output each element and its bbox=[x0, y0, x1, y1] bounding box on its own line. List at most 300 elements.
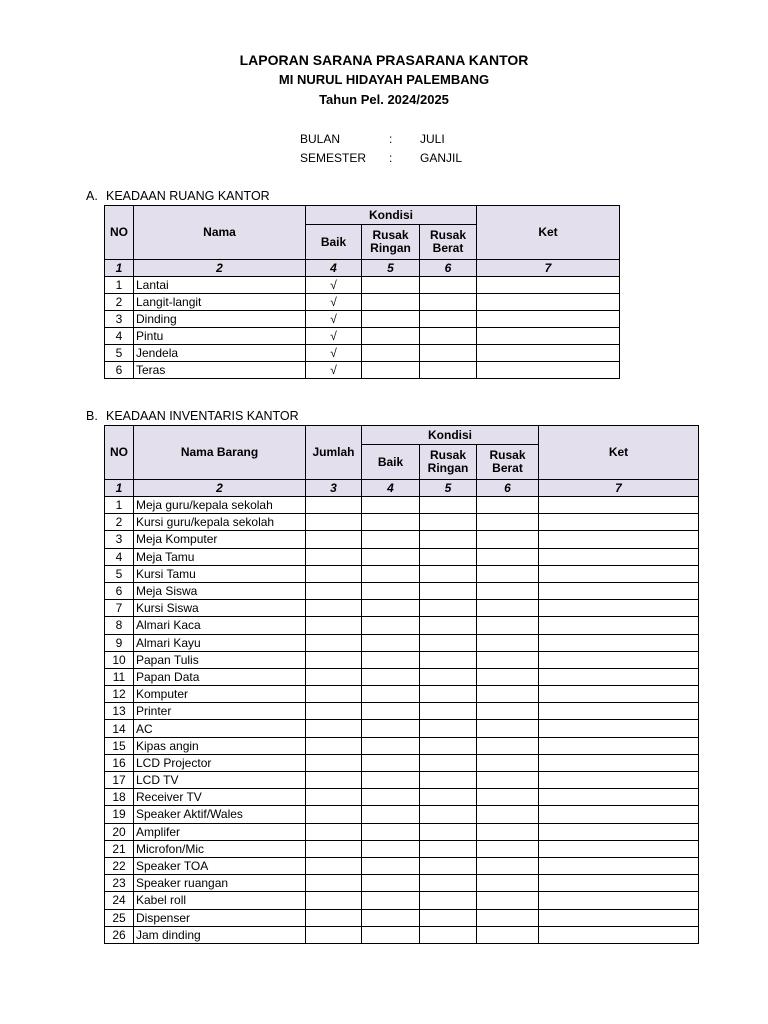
row-no: 14 bbox=[105, 720, 134, 737]
row-no: 26 bbox=[105, 926, 134, 943]
row-rusak-berat bbox=[420, 294, 477, 311]
row-no: 9 bbox=[105, 634, 134, 651]
row-nama-barang: Printer bbox=[134, 703, 306, 720]
row-nama-barang: LCD Projector bbox=[134, 754, 306, 771]
table-row bbox=[105, 686, 699, 703]
row-rusak-berat bbox=[477, 617, 539, 634]
row-no: 17 bbox=[105, 772, 134, 789]
column-number: 1 bbox=[105, 260, 134, 277]
row-no: 3 bbox=[105, 531, 134, 548]
row-no: 18 bbox=[105, 789, 134, 806]
row-nama-barang: Speaker TOA bbox=[134, 857, 306, 874]
row-rusak-ringan bbox=[420, 548, 477, 565]
table-ruang-kantor bbox=[104, 205, 620, 379]
table-row bbox=[105, 720, 699, 737]
table-inventaris-kantor bbox=[104, 425, 699, 944]
row-nama-barang: Receiver TV bbox=[134, 789, 306, 806]
row-no: 7 bbox=[105, 600, 134, 617]
row-nama-barang: Meja Komputer bbox=[134, 531, 306, 548]
meta-value: JULI bbox=[420, 132, 445, 146]
table-row bbox=[105, 345, 620, 362]
row-rusak-berat bbox=[477, 875, 539, 892]
row-nama-barang: Kabel roll bbox=[134, 892, 306, 909]
row-jumlah bbox=[306, 531, 362, 548]
school-name: MI NURUL HIDAYAH PALEMBANG bbox=[278, 72, 490, 87]
row-rusak-ringan bbox=[420, 582, 477, 599]
row-no: 4 bbox=[105, 548, 134, 565]
row-nama: Pintu bbox=[134, 328, 306, 345]
row-rusak-ringan bbox=[420, 565, 477, 582]
table-row bbox=[105, 857, 699, 874]
table-row bbox=[105, 531, 699, 548]
row-ket bbox=[539, 582, 699, 599]
row-baik bbox=[362, 772, 420, 789]
row-ket bbox=[539, 840, 699, 857]
row-baik bbox=[362, 617, 420, 634]
row-rusak-ringan bbox=[420, 823, 477, 840]
row-jumlah bbox=[306, 892, 362, 909]
column-number: 3 bbox=[306, 480, 362, 497]
row-no: 5 bbox=[105, 345, 134, 362]
row-rusak-ringan bbox=[420, 875, 477, 892]
row-rusak-berat bbox=[477, 823, 539, 840]
academic-year: Tahun Pel. 2024/2025 bbox=[319, 92, 449, 107]
row-no: 21 bbox=[105, 840, 134, 857]
section-letter: A. bbox=[86, 189, 98, 203]
meta-value: GANJIL bbox=[420, 151, 463, 165]
row-rusak-berat bbox=[477, 497, 539, 514]
row-baik bbox=[362, 823, 420, 840]
table-row bbox=[105, 926, 699, 943]
row-rusak-ringan bbox=[420, 909, 477, 926]
row-nama-barang: Kipas angin bbox=[134, 737, 306, 754]
row-nama-barang: Microfon/Mic bbox=[134, 840, 306, 857]
row-rusak-berat bbox=[477, 789, 539, 806]
row-ket bbox=[539, 600, 699, 617]
row-jumlah bbox=[306, 926, 362, 943]
row-baik bbox=[362, 926, 420, 943]
row-ket bbox=[539, 857, 699, 874]
row-rusak-berat bbox=[477, 840, 539, 857]
row-nama-barang: Speaker Aktif/Wales bbox=[134, 806, 306, 823]
report-title: LAPORAN SARANA PRASARANA KANTOR bbox=[239, 52, 529, 68]
row-no: 6 bbox=[105, 362, 134, 379]
table-row bbox=[105, 600, 699, 617]
row-nama-barang: AC bbox=[134, 720, 306, 737]
row-ket bbox=[477, 362, 620, 379]
row-ket bbox=[539, 497, 699, 514]
row-rusak-berat bbox=[477, 806, 539, 823]
row-jumlah bbox=[306, 651, 362, 668]
row-no: 3 bbox=[105, 311, 134, 328]
row-rusak-berat bbox=[477, 668, 539, 685]
header-rusak-ringan: Rusak Ringan bbox=[420, 445, 477, 480]
table-row bbox=[105, 617, 699, 634]
row-rusak-ringan bbox=[420, 840, 477, 857]
meta-row-bulan bbox=[300, 130, 500, 149]
row-rusak-ringan bbox=[362, 362, 420, 379]
row-ket bbox=[539, 720, 699, 737]
row-rusak-berat bbox=[477, 909, 539, 926]
row-nama: Dinding bbox=[134, 311, 306, 328]
row-rusak-berat bbox=[420, 362, 477, 379]
row-no: 25 bbox=[105, 909, 134, 926]
row-ket bbox=[539, 909, 699, 926]
row-jumlah bbox=[306, 703, 362, 720]
row-baik: √ bbox=[306, 328, 362, 345]
row-nama-barang: Dispenser bbox=[134, 909, 306, 926]
row-no: 24 bbox=[105, 892, 134, 909]
header-rusak-berat: Rusak Berat bbox=[420, 225, 477, 260]
row-ket bbox=[539, 531, 699, 548]
row-baik bbox=[362, 720, 420, 737]
row-rusak-berat bbox=[420, 277, 477, 294]
row-ket bbox=[539, 514, 699, 531]
meta-separator: : bbox=[389, 151, 393, 165]
column-number: 6 bbox=[420, 260, 477, 277]
row-no: 11 bbox=[105, 668, 134, 685]
column-number-row bbox=[105, 480, 699, 497]
row-rusak-ringan bbox=[362, 328, 420, 345]
table-row bbox=[105, 823, 699, 840]
row-baik bbox=[362, 754, 420, 771]
row-jumlah bbox=[306, 668, 362, 685]
row-jumlah bbox=[306, 857, 362, 874]
row-jumlah bbox=[306, 548, 362, 565]
row-rusak-ringan bbox=[420, 651, 477, 668]
column-number: 2 bbox=[134, 260, 306, 277]
row-nama-barang: Komputer bbox=[134, 686, 306, 703]
row-no: 22 bbox=[105, 857, 134, 874]
meta-row-semester bbox=[300, 149, 500, 168]
column-number: 4 bbox=[306, 260, 362, 277]
row-rusak-ringan bbox=[362, 294, 420, 311]
row-ket bbox=[539, 565, 699, 582]
row-no: 1 bbox=[105, 277, 134, 294]
row-nama-barang: LCD TV bbox=[134, 772, 306, 789]
table-row bbox=[105, 362, 620, 379]
report-header bbox=[0, 50, 768, 110]
table-row bbox=[105, 703, 699, 720]
column-number: 5 bbox=[362, 260, 420, 277]
row-baik bbox=[362, 531, 420, 548]
row-baik bbox=[362, 686, 420, 703]
row-baik bbox=[362, 668, 420, 685]
row-rusak-berat bbox=[477, 720, 539, 737]
column-number: 4 bbox=[362, 480, 420, 497]
row-ket bbox=[477, 328, 620, 345]
row-rusak-ringan bbox=[420, 772, 477, 789]
row-baik bbox=[362, 600, 420, 617]
row-baik bbox=[362, 737, 420, 754]
row-nama-barang: Almari Kayu bbox=[134, 634, 306, 651]
row-rusak-berat bbox=[477, 857, 539, 874]
row-nama: Teras bbox=[134, 362, 306, 379]
row-ket bbox=[539, 892, 699, 909]
row-rusak-ringan bbox=[362, 311, 420, 328]
row-baik bbox=[362, 789, 420, 806]
row-rusak-berat bbox=[420, 311, 477, 328]
table-row bbox=[105, 772, 699, 789]
row-ket bbox=[539, 772, 699, 789]
row-nama-barang: Kursi Tamu bbox=[134, 565, 306, 582]
row-jumlah bbox=[306, 634, 362, 651]
row-no: 23 bbox=[105, 875, 134, 892]
row-ket bbox=[539, 634, 699, 651]
table-row bbox=[105, 875, 699, 892]
row-no: 2 bbox=[105, 294, 134, 311]
header-nama: Nama bbox=[134, 206, 306, 260]
row-rusak-ringan bbox=[420, 531, 477, 548]
table-row bbox=[105, 565, 699, 582]
header-no: NO bbox=[105, 206, 134, 260]
row-rusak-berat bbox=[477, 772, 539, 789]
header-rusak-berat: Rusak Berat bbox=[477, 445, 539, 480]
header-baik: Baik bbox=[306, 225, 362, 260]
section-heading: KEADAAN RUANG KANTOR bbox=[106, 189, 270, 203]
row-nama-barang: Amplifer bbox=[134, 823, 306, 840]
row-rusak-ringan bbox=[420, 926, 477, 943]
table-row bbox=[105, 909, 699, 926]
row-baik: √ bbox=[306, 345, 362, 362]
table-row bbox=[105, 582, 699, 599]
meta-label: SEMESTER bbox=[300, 151, 367, 165]
row-ket bbox=[539, 806, 699, 823]
row-jumlah bbox=[306, 514, 362, 531]
header-nama-barang: Nama Barang bbox=[134, 426, 306, 480]
row-jumlah bbox=[306, 582, 362, 599]
column-number: 1 bbox=[105, 480, 134, 497]
row-rusak-ringan bbox=[420, 737, 477, 754]
header-no: NO bbox=[105, 426, 134, 480]
table-row bbox=[105, 789, 699, 806]
header-rusak-ringan: Rusak Ringan bbox=[362, 225, 420, 260]
row-rusak-berat bbox=[477, 531, 539, 548]
row-rusak-ringan bbox=[420, 617, 477, 634]
row-rusak-ringan bbox=[362, 345, 420, 362]
row-rusak-ringan bbox=[420, 892, 477, 909]
row-baik bbox=[362, 514, 420, 531]
column-number: 5 bbox=[420, 480, 477, 497]
table-row bbox=[105, 514, 699, 531]
row-rusak-ringan bbox=[420, 703, 477, 720]
table-row bbox=[105, 634, 699, 651]
row-rusak-berat bbox=[477, 582, 539, 599]
row-nama-barang: Speaker ruangan bbox=[134, 875, 306, 892]
row-rusak-ringan bbox=[420, 754, 477, 771]
row-no: 16 bbox=[105, 754, 134, 771]
row-rusak-berat bbox=[477, 548, 539, 565]
row-ket bbox=[539, 686, 699, 703]
row-no: 15 bbox=[105, 737, 134, 754]
row-jumlah bbox=[306, 823, 362, 840]
row-ket bbox=[477, 345, 620, 362]
row-no: 1 bbox=[105, 497, 134, 514]
header-jumlah: Jumlah bbox=[306, 426, 362, 480]
row-no: 20 bbox=[105, 823, 134, 840]
table-row bbox=[105, 806, 699, 823]
row-rusak-ringan bbox=[420, 806, 477, 823]
row-rusak-ringan bbox=[420, 634, 477, 651]
row-no: 13 bbox=[105, 703, 134, 720]
row-rusak-berat bbox=[477, 600, 539, 617]
section-heading: KEADAAN INVENTARIS KANTOR bbox=[106, 409, 299, 423]
header-ket: Ket bbox=[539, 426, 699, 480]
row-baik bbox=[362, 582, 420, 599]
row-baik bbox=[362, 497, 420, 514]
row-jumlah bbox=[306, 754, 362, 771]
row-nama-barang: Papan Tulis bbox=[134, 651, 306, 668]
row-jumlah bbox=[306, 686, 362, 703]
row-no: 4 bbox=[105, 328, 134, 345]
row-ket bbox=[539, 617, 699, 634]
row-jumlah bbox=[306, 840, 362, 857]
row-no: 12 bbox=[105, 686, 134, 703]
row-rusak-ringan bbox=[420, 857, 477, 874]
column-number: 6 bbox=[477, 480, 539, 497]
row-no: 8 bbox=[105, 617, 134, 634]
row-baik bbox=[362, 634, 420, 651]
row-jumlah bbox=[306, 875, 362, 892]
row-no: 2 bbox=[105, 514, 134, 531]
row-baik: √ bbox=[306, 311, 362, 328]
row-rusak-berat bbox=[477, 703, 539, 720]
section-a-title bbox=[86, 188, 270, 204]
row-baik bbox=[362, 703, 420, 720]
row-rusak-berat bbox=[477, 754, 539, 771]
row-nama-barang: Meja guru/kepala sekolah bbox=[134, 497, 306, 514]
row-baik bbox=[362, 806, 420, 823]
section-letter: B. bbox=[86, 409, 98, 423]
row-no: 5 bbox=[105, 565, 134, 582]
row-nama: Langit-langit bbox=[134, 294, 306, 311]
table-row bbox=[105, 892, 699, 909]
row-rusak-berat bbox=[477, 634, 539, 651]
row-baik bbox=[362, 857, 420, 874]
row-rusak-ringan bbox=[362, 277, 420, 294]
row-jumlah bbox=[306, 565, 362, 582]
row-rusak-berat bbox=[420, 328, 477, 345]
row-ket bbox=[539, 823, 699, 840]
row-baik: √ bbox=[306, 294, 362, 311]
row-rusak-berat bbox=[477, 926, 539, 943]
table-row bbox=[105, 277, 620, 294]
column-number: 2 bbox=[134, 480, 306, 497]
row-ket bbox=[477, 311, 620, 328]
row-ket bbox=[539, 926, 699, 943]
table-row bbox=[105, 840, 699, 857]
row-rusak-berat bbox=[477, 565, 539, 582]
row-nama-barang: Meja Tamu bbox=[134, 548, 306, 565]
row-rusak-ringan bbox=[420, 497, 477, 514]
section-b-title bbox=[86, 408, 299, 424]
row-no: 19 bbox=[105, 806, 134, 823]
report-meta bbox=[300, 130, 500, 168]
row-rusak-berat bbox=[477, 686, 539, 703]
meta-label: BULAN bbox=[300, 132, 341, 146]
table-row bbox=[105, 294, 620, 311]
column-number: 7 bbox=[477, 260, 620, 277]
row-no: 6 bbox=[105, 582, 134, 599]
row-nama: Jendela bbox=[134, 345, 306, 362]
row-nama-barang: Papan Data bbox=[134, 668, 306, 685]
row-baik: √ bbox=[306, 277, 362, 294]
row-baik bbox=[362, 909, 420, 926]
row-ket bbox=[539, 737, 699, 754]
row-ket bbox=[539, 651, 699, 668]
row-jumlah bbox=[306, 497, 362, 514]
row-jumlah bbox=[306, 909, 362, 926]
header-kondisi: Kondisi bbox=[306, 206, 477, 225]
row-baik bbox=[362, 875, 420, 892]
row-ket bbox=[539, 668, 699, 685]
row-baik bbox=[362, 651, 420, 668]
table-row bbox=[105, 668, 699, 685]
row-rusak-ringan bbox=[420, 514, 477, 531]
table-row bbox=[105, 311, 620, 328]
row-jumlah bbox=[306, 720, 362, 737]
table-row bbox=[105, 737, 699, 754]
row-nama-barang: Meja Siswa bbox=[134, 582, 306, 599]
meta-separator: : bbox=[389, 132, 393, 146]
row-ket bbox=[539, 754, 699, 771]
row-ket bbox=[539, 789, 699, 806]
row-nama-barang: Kursi Siswa bbox=[134, 600, 306, 617]
row-no: 10 bbox=[105, 651, 134, 668]
row-baik bbox=[362, 565, 420, 582]
table-row bbox=[105, 328, 620, 345]
row-rusak-berat bbox=[477, 737, 539, 754]
column-number-row bbox=[105, 260, 620, 277]
row-rusak-berat bbox=[477, 514, 539, 531]
row-nama-barang: Almari Kaca bbox=[134, 617, 306, 634]
row-ket bbox=[539, 875, 699, 892]
row-ket bbox=[477, 277, 620, 294]
row-jumlah bbox=[306, 789, 362, 806]
row-nama-barang: Jam dinding bbox=[134, 926, 306, 943]
row-baik: √ bbox=[306, 362, 362, 379]
row-jumlah bbox=[306, 617, 362, 634]
table-row bbox=[105, 497, 699, 514]
column-number: 7 bbox=[539, 480, 699, 497]
row-rusak-ringan bbox=[420, 668, 477, 685]
row-rusak-berat bbox=[477, 651, 539, 668]
table-row bbox=[105, 651, 699, 668]
row-rusak-berat bbox=[477, 892, 539, 909]
row-rusak-berat bbox=[420, 345, 477, 362]
row-rusak-ringan bbox=[420, 686, 477, 703]
row-ket bbox=[539, 703, 699, 720]
row-nama: Lantai bbox=[134, 277, 306, 294]
row-rusak-ringan bbox=[420, 600, 477, 617]
row-jumlah bbox=[306, 806, 362, 823]
header-baik: Baik bbox=[362, 445, 420, 480]
row-jumlah bbox=[306, 772, 362, 789]
row-baik bbox=[362, 892, 420, 909]
row-rusak-ringan bbox=[420, 720, 477, 737]
row-ket bbox=[477, 294, 620, 311]
row-jumlah bbox=[306, 737, 362, 754]
row-baik bbox=[362, 548, 420, 565]
row-ket bbox=[539, 548, 699, 565]
header-ket: Ket bbox=[477, 206, 620, 260]
header-kondisi: Kondisi bbox=[362, 426, 539, 445]
row-jumlah bbox=[306, 600, 362, 617]
row-baik bbox=[362, 840, 420, 857]
row-rusak-ringan bbox=[420, 789, 477, 806]
row-nama-barang: Kursi guru/kepala sekolah bbox=[134, 514, 306, 531]
table-row bbox=[105, 548, 699, 565]
